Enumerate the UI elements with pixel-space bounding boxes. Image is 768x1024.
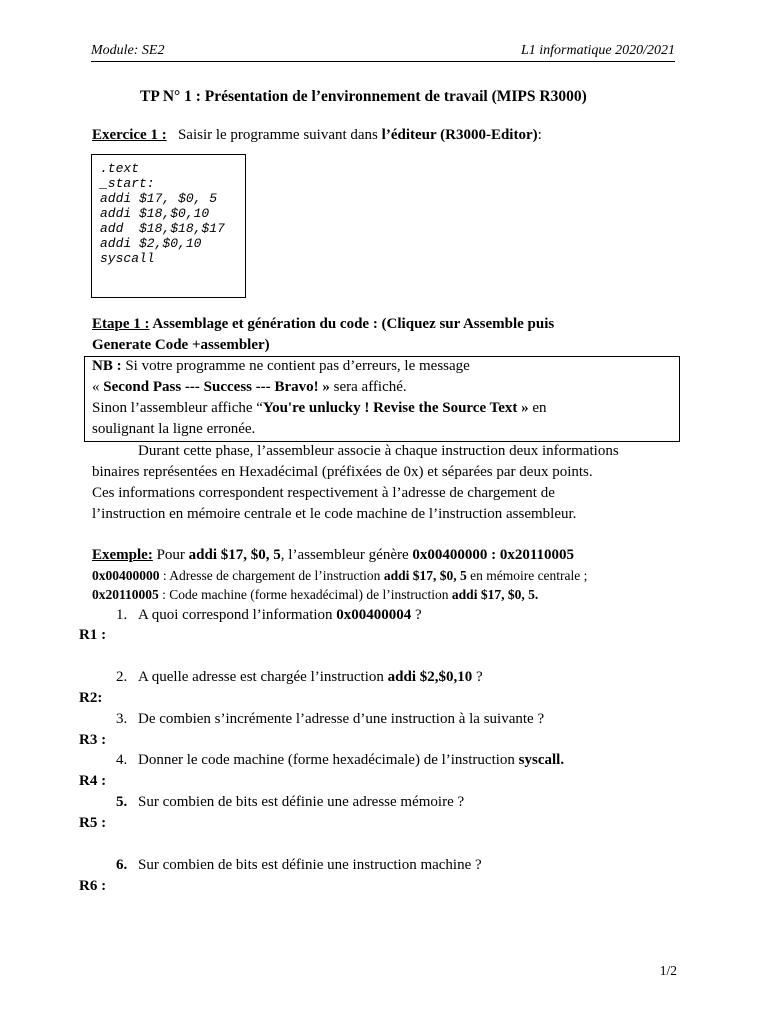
question-bold: syscall.: [518, 752, 565, 768]
code-line: addi $17, $0, 5: [100, 191, 218, 206]
header-course: L1 informatique 2020/2021: [520, 43, 675, 58]
exemple-address-instr: addi $17, $0, 5: [383, 568, 467, 583]
exemple-address: 0x00400000: [92, 568, 160, 583]
question-number: 5.: [116, 794, 128, 810]
nb-text-3b: en: [528, 400, 547, 416]
nb-line-2: [92, 379, 407, 396]
question-5: [138, 794, 464, 811]
code-line: addi $18,$0,10: [100, 206, 210, 221]
page-title: TP N° 1 : Présentation de l’environnement de travail (MIPS R3000): [140, 88, 587, 105]
exemple-text-2: , l’assembleur génère: [280, 547, 413, 563]
code-line: addi $2,$0,10: [100, 236, 202, 251]
question-bold: 0x00400004: [336, 607, 412, 623]
question-number: 2.: [116, 669, 128, 685]
exercise-line: [92, 127, 542, 144]
answer-label-r3: R3 :: [79, 732, 107, 748]
question-3: [138, 711, 544, 728]
question-number: 1.: [116, 607, 128, 623]
code-line: .text: [100, 161, 140, 176]
header-module: Module: SE2: [91, 43, 165, 58]
exemple-code-line: [92, 587, 538, 603]
question-text: Sur combien de bits est définie une adresse mémoire ?: [138, 794, 465, 810]
question-text: De combien s’incrémente l’adresse d’une instruction à la suivante ?: [138, 711, 545, 727]
question-text: Donner le code machine (forme hexadécimale) de l’instruction: [138, 752, 519, 768]
exemple-code-text: : Code machine (forme hexadécimal) de l’instruction: [158, 587, 452, 602]
nb-line-3: [92, 400, 547, 417]
question-text: Sur combien de bits est définie une instruction machine ?: [138, 857, 482, 873]
exercise-text: Saisir le programme suivant dans: [177, 127, 382, 143]
question-end: ?: [411, 607, 422, 623]
page-number: 1/2: [659, 963, 677, 978]
answer-label-r5: R5 :: [79, 815, 107, 831]
exemple-code: 0x20110005: [92, 587, 159, 602]
para-line: Durant cette phase, l’assembleur associe à chaque instruction deux informations: [138, 443, 619, 459]
nb-label: NB :: [92, 358, 122, 374]
question-end: ?: [472, 669, 483, 685]
nb-line-4: soulignant la ligne erronée.: [92, 421, 256, 437]
question-bold: addi $2,$0,10: [387, 669, 473, 685]
exemple-line: [92, 547, 574, 564]
exercise-editor: l’éditeur (R3000-Editor): [381, 127, 538, 143]
para-line: Ces informations correspondent respectivement à l’adresse de chargement de: [92, 485, 555, 501]
exemple-address-end: en mémoire centrale ;: [466, 568, 588, 583]
question-text: A quoi correspond l’information: [138, 607, 337, 623]
question-text: A quelle adresse est chargée l’instruction: [138, 669, 388, 685]
answer-label-r1: R1 :: [79, 627, 107, 643]
para-line: l’instruction en mémoire centrale et le code machine de l’instruction assembleur.: [92, 506, 577, 522]
exercise-end: :: [537, 127, 542, 143]
question-2: [138, 669, 483, 686]
etape-line-2: Generate Code +assembler): [92, 337, 270, 353]
exemple-text-1: Pour: [152, 547, 189, 563]
etape-text: Assemblage et génération du code : (Cliquez sur Assemble puis: [149, 316, 555, 332]
answer-label-r6: R6 :: [79, 878, 107, 894]
question-4: [138, 752, 564, 769]
answer-label-r4: R4 :: [79, 773, 107, 789]
exemple-instruction: addi $17, $0, 5: [188, 547, 281, 563]
question-number: 6.: [116, 857, 128, 873]
exemple-address-line: [92, 568, 587, 584]
code-line: syscall: [100, 251, 155, 266]
nb-error-message: You're unlucky ! Revise the Source Text »: [262, 400, 529, 416]
question-6: [138, 857, 482, 874]
question-number: 3.: [116, 711, 128, 727]
para-line: binaires représentées en Hexadécimal (préfixées de 0x) et séparées par deux points.: [92, 464, 593, 480]
question-number: 4.: [116, 752, 128, 768]
header-rule: [91, 61, 675, 62]
nb-text-2: sera affiché.: [329, 379, 407, 395]
question-1: [138, 607, 422, 624]
nb-quote-open: «: [92, 379, 104, 395]
code-box: [91, 154, 246, 298]
exemple-label: Exemple:: [92, 547, 153, 563]
etape-line-1: [92, 316, 554, 333]
exemple-code-instr: addi $17, $0, 5.: [451, 587, 539, 602]
code-line: _start:: [100, 176, 155, 191]
answer-label-r2: R2:: [79, 690, 103, 706]
exemple-address-text: : Adresse de chargement de l’instruction: [159, 568, 384, 583]
nb-text-3: Sinon l’assembleur affiche “: [92, 400, 263, 416]
code-line: add $18,$18,$17: [100, 221, 225, 236]
nb-text-1: Si votre programme ne contient pas d’erreurs, le message: [121, 358, 470, 374]
nb-success-message: Second Pass --- Success --- Bravo! »: [103, 379, 330, 395]
nb-line-1: [92, 358, 470, 375]
exemple-output: 0x00400000 : 0x20110005: [412, 547, 575, 563]
etape-label: Etape 1 :: [92, 316, 150, 332]
exercise-label: Exercice 1 :: [92, 127, 167, 143]
